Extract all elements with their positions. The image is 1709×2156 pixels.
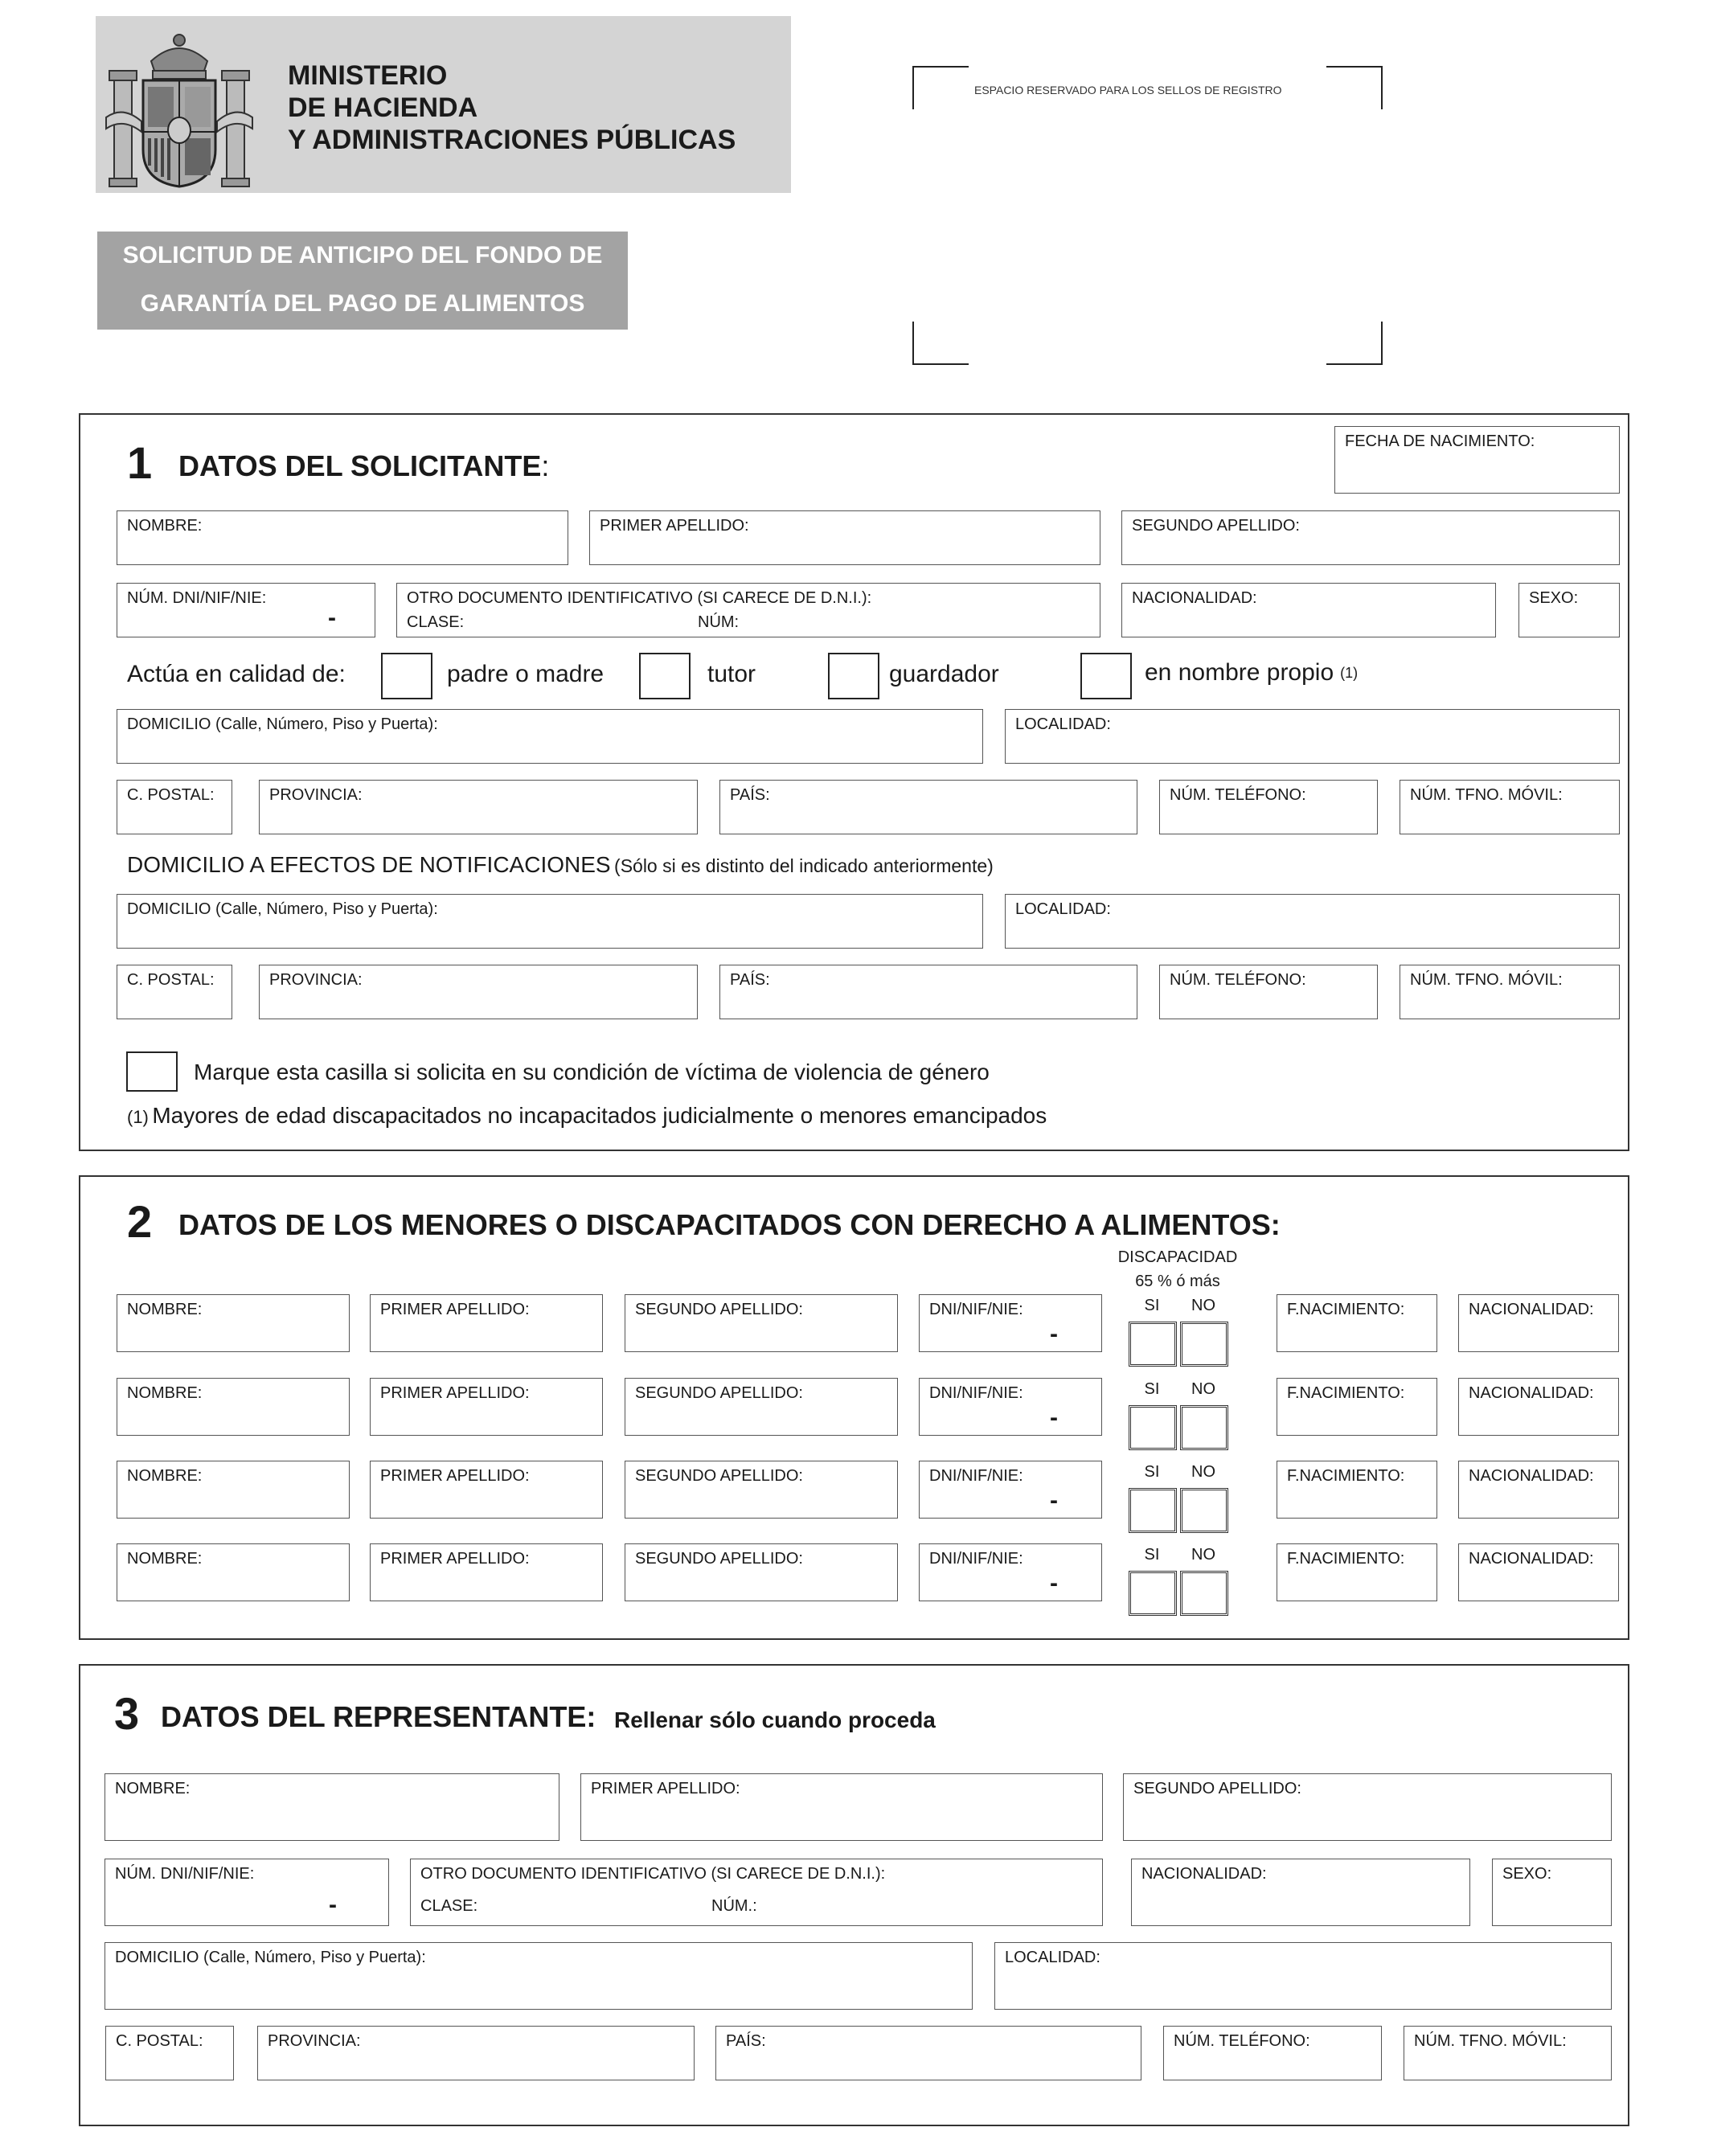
dni-label: NÚM. DNI/NIF/NIE: xyxy=(127,589,267,607)
section-2-number: 2 xyxy=(127,1196,153,1247)
sexo-label: SEXO: xyxy=(1502,1865,1552,1883)
section-3-number: 3 xyxy=(114,1688,140,1739)
section-3-note: Rellenar sólo cuando proceda xyxy=(614,1707,936,1732)
cpostal-label: C. POSTAL: xyxy=(127,786,215,804)
primer-apellido-label: PRIMER APELLIDO: xyxy=(380,1384,530,1402)
stamp-corner-top-right xyxy=(1326,66,1383,109)
role-guardador-checkbox[interactable] xyxy=(828,653,879,699)
rep-provincia-field[interactable] xyxy=(257,2026,695,2080)
section-2-title: DATOS DE LOS MENORES O DISCAPACITADOS CON DERECHO A ALIMENTOS: xyxy=(178,1208,1281,1241)
notif-provincia-field[interactable] xyxy=(259,965,698,1019)
segundo-apellido-label: SEGUNDO APELLIDO: xyxy=(635,1301,803,1318)
nacionalidad-label: NACIONALIDAD: xyxy=(1469,1384,1594,1402)
child-segundo-apellido-field[interactable] xyxy=(625,1543,898,1601)
rep-primer-apellido-field[interactable] xyxy=(580,1773,1103,1841)
num-label: NÚM.: xyxy=(711,1897,757,1915)
section-3-title: DATOS DEL REPRESENTANTE: xyxy=(161,1700,596,1733)
fnac-label: F.NACIMIENTO: xyxy=(1287,1301,1405,1318)
child-dni-field[interactable] xyxy=(919,1461,1102,1519)
child-primer-apellido-field[interactable] xyxy=(370,1543,603,1601)
notification-heading-text: DOMICILIO A EFECTOS DE NOTIFICACIONES xyxy=(127,852,611,877)
disability-threshold: 65 % ó más xyxy=(1135,1273,1220,1290)
notif-movil-field[interactable] xyxy=(1400,965,1620,1019)
notif-localidad-field[interactable] xyxy=(1005,894,1620,949)
birth-date-label: FECHA DE NACIMIENTO: xyxy=(1345,432,1535,450)
disability-no-label: NO xyxy=(1191,1380,1215,1398)
applicant-provincia-field[interactable] xyxy=(259,780,698,834)
dni-separator: - xyxy=(1050,1487,1058,1514)
dni-label: DNI/NIF/NIE: xyxy=(929,1384,1023,1402)
rep-nombre-field[interactable] xyxy=(105,1773,559,1841)
stamp-corner-bottom-right xyxy=(1326,322,1383,365)
notif-domicilio-field[interactable] xyxy=(117,894,983,949)
disability-si-label: SI xyxy=(1144,1297,1160,1314)
disability-no-checkbox[interactable] xyxy=(1180,1571,1228,1616)
fnac-label: F.NACIMIENTO: xyxy=(1287,1467,1405,1485)
disability-si-label: SI xyxy=(1144,1546,1160,1564)
nombre-label: NOMBRE: xyxy=(127,1301,203,1318)
birth-date-field[interactable] xyxy=(1334,426,1620,494)
nombre-label: NOMBRE: xyxy=(127,1467,203,1485)
role-tutor-checkbox[interactable] xyxy=(639,653,691,699)
child-nacionalidad-field[interactable] xyxy=(1458,1294,1619,1352)
child-nombre-field[interactable] xyxy=(117,1378,350,1436)
disability-no-checkbox[interactable] xyxy=(1180,1405,1228,1450)
child-nacionalidad-field[interactable] xyxy=(1458,1461,1619,1519)
child-fnac-field[interactable] xyxy=(1277,1543,1437,1601)
form-title xyxy=(97,232,628,330)
coat-of-arms-logo xyxy=(103,29,256,190)
clase-label: CLASE: xyxy=(420,1897,478,1915)
rep-movil-field[interactable] xyxy=(1404,2026,1612,2080)
disability-no-checkbox[interactable] xyxy=(1180,1322,1228,1367)
segundo-apellido-label: SEGUNDO APELLIDO: xyxy=(1133,1780,1301,1797)
telefono-label: NÚM. TELÉFONO: xyxy=(1174,2032,1310,2050)
section-1-title-text: DATOS DEL SOLICITANTE xyxy=(178,449,542,482)
primer-apellido-label: PRIMER APELLIDO: xyxy=(380,1467,530,1485)
nacionalidad-label: NACIONALIDAD: xyxy=(1469,1550,1594,1568)
disability-no-label: NO xyxy=(1191,1463,1215,1481)
segundo-apellido-label: SEGUNDO APELLIDO: xyxy=(635,1467,803,1485)
stamp-corner-top-left xyxy=(912,66,969,109)
rep-other-doc-field[interactable] xyxy=(410,1859,1103,1926)
role-own-name-label xyxy=(1145,659,1358,687)
rep-pais-field[interactable] xyxy=(715,2026,1141,2080)
footnote-1 xyxy=(127,1103,1047,1129)
domicilio-label: DOMICILIO (Calle, Número, Piso y Puerta): xyxy=(115,1949,426,1966)
localidad-label: LOCALIDAD: xyxy=(1005,1949,1100,1966)
notif-telefono-field[interactable] xyxy=(1159,965,1378,1019)
role-guardador-label: guardador xyxy=(889,661,999,687)
child-primer-apellido-field[interactable] xyxy=(370,1378,603,1436)
domicilio-label: DOMICILIO (Calle, Número, Piso y Puerta): xyxy=(127,715,438,733)
section-1-title xyxy=(178,450,549,482)
disability-no-label: NO xyxy=(1191,1297,1215,1314)
footnote-mark: (1) xyxy=(127,1107,149,1127)
rep-domicilio-field[interactable] xyxy=(105,1942,973,2010)
sexo-label: SEXO: xyxy=(1529,589,1579,607)
dni-separator: - xyxy=(1050,1321,1058,1347)
disability-label: DISCAPACIDAD xyxy=(1117,1248,1238,1266)
primer-apellido-label: PRIMER APELLIDO: xyxy=(380,1301,530,1318)
other-doc-label: OTRO DOCUMENTO IDENTIFICATIVO (SI CARECE DE D.N.I.): xyxy=(407,589,872,607)
segundo-apellido-label: SEGUNDO APELLIDO: xyxy=(635,1384,803,1402)
nombre-label: NOMBRE: xyxy=(127,1384,203,1402)
rep-nacionalidad-field[interactable] xyxy=(1131,1859,1470,1926)
fnac-label: F.NACIMIENTO: xyxy=(1287,1550,1405,1568)
child-primer-apellido-field[interactable] xyxy=(370,1461,603,1519)
cpostal-label: C. POSTAL: xyxy=(116,2032,203,2050)
acts-as-label: Actúa en calidad de: xyxy=(127,661,346,687)
nacionalidad-label: NACIONALIDAD: xyxy=(1469,1467,1594,1485)
segundo-apellido-label: SEGUNDO APELLIDO: xyxy=(635,1550,803,1568)
notif-pais-field[interactable] xyxy=(719,965,1137,1019)
disability-no-label: NO xyxy=(1191,1546,1215,1564)
applicant-other-doc-field[interactable] xyxy=(396,583,1100,637)
applicant-nacionalidad-field[interactable] xyxy=(1121,583,1496,637)
child-nombre-field[interactable] xyxy=(117,1461,350,1519)
child-fnac-field[interactable] xyxy=(1277,1461,1437,1519)
footnote-text: Mayores de edad discapacitados no incapacitados judicialmente o menores emancipados xyxy=(152,1103,1047,1128)
child-segundo-apellido-field[interactable] xyxy=(625,1378,898,1436)
stamp-area-label: ESPACIO RESERVADO PARA LOS SELLOS DE REGISTRO xyxy=(974,84,1282,96)
ministry-line-2: DE HACIENDA xyxy=(288,92,478,123)
disability-si-label: SI xyxy=(1144,1380,1160,1398)
child-primer-apellido-field[interactable] xyxy=(370,1294,603,1352)
other-doc-label: OTRO DOCUMENTO IDENTIFICATIVO (SI CARECE DE D.N.I.): xyxy=(420,1865,886,1883)
movil-label: NÚM. TFNO. MÓVIL: xyxy=(1414,2032,1567,2050)
form-title-line-2: GARANTÍA DEL PAGO DE ALIMENTOS xyxy=(140,290,585,317)
pais-label: PAÍS: xyxy=(730,786,770,804)
primer-apellido-label: PRIMER APELLIDO: xyxy=(600,517,749,535)
applicant-pais-field[interactable] xyxy=(719,780,1137,834)
ministry-name xyxy=(288,59,736,156)
localidad-label: LOCALIDAD: xyxy=(1015,715,1111,733)
nombre-label: NOMBRE: xyxy=(115,1780,191,1797)
section-1-number: 1 xyxy=(127,437,153,488)
nacionalidad-label: NACIONALIDAD: xyxy=(1132,589,1257,607)
ministry-line-3: Y ADMINISTRACIONES PÚBLICAS xyxy=(288,125,736,155)
gender-violence-label: Marque esta casilla si solicita en su condición de víctima de violencia de género xyxy=(194,1060,990,1084)
applicant-cpostal-field[interactable] xyxy=(117,780,232,834)
child-dni-field[interactable] xyxy=(919,1543,1102,1601)
num-label: NÚM: xyxy=(698,613,740,631)
disability-si-label: SI xyxy=(1144,1463,1160,1481)
dni-label: DNI/NIF/NIE: xyxy=(929,1550,1023,1568)
applicant-telefono-field[interactable] xyxy=(1159,780,1378,834)
dni-separator: - xyxy=(1050,1404,1058,1431)
role-tutor-label: tutor xyxy=(707,661,756,687)
clase-label: CLASE: xyxy=(407,613,465,631)
child-nombre-field[interactable] xyxy=(117,1543,350,1601)
disability-si-checkbox[interactable] xyxy=(1129,1571,1177,1616)
child-segundo-apellido-field[interactable] xyxy=(625,1294,898,1352)
section-1-title-colon: : xyxy=(541,449,550,482)
applicant-movil-field[interactable] xyxy=(1400,780,1620,834)
ministry-line-1: MINISTERIO xyxy=(288,60,448,91)
rep-dni-field[interactable] xyxy=(105,1859,389,1926)
dni-label: DNI/NIF/NIE: xyxy=(929,1467,1023,1485)
child-segundo-apellido-field[interactable] xyxy=(625,1461,898,1519)
role-own-name-checkbox[interactable] xyxy=(1080,653,1132,699)
dni-label: NÚM. DNI/NIF/NIE: xyxy=(115,1865,255,1883)
provincia-label: PROVINCIA: xyxy=(269,971,363,989)
dni-separator: - xyxy=(328,605,336,631)
telefono-label: NÚM. TELÉFONO: xyxy=(1170,971,1306,989)
role-own-name-note: (1) xyxy=(1340,665,1359,681)
provincia-label: PROVINCIA: xyxy=(269,786,363,804)
applicant-primer-apellido-field[interactable] xyxy=(589,510,1100,565)
rep-segundo-apellido-field[interactable] xyxy=(1123,1773,1612,1841)
applicant-dni-field[interactable] xyxy=(117,583,375,637)
primer-apellido-label: PRIMER APELLIDO: xyxy=(591,1780,740,1797)
child-fnac-field[interactable] xyxy=(1277,1294,1437,1352)
role-parent-label: padre o madre xyxy=(447,661,605,687)
applicant-domicilio-field[interactable] xyxy=(117,709,983,764)
pais-label: PAÍS: xyxy=(730,971,770,989)
notification-heading-note: (Sólo si es distinto del indicado anteriormente) xyxy=(614,855,994,876)
rep-sexo-field[interactable] xyxy=(1492,1859,1612,1926)
disability-si-checkbox[interactable] xyxy=(1129,1322,1177,1367)
cpostal-label: C. POSTAL: xyxy=(127,971,215,989)
rep-cpostal-field[interactable] xyxy=(105,2026,234,2080)
dni-separator: - xyxy=(329,1892,337,1918)
child-dni-field[interactable] xyxy=(919,1294,1102,1352)
movil-label: NÚM. TFNO. MÓVIL: xyxy=(1410,786,1563,804)
nombre-label: NOMBRE: xyxy=(127,517,203,535)
movil-label: NÚM. TFNO. MÓVIL: xyxy=(1410,971,1563,989)
nacionalidad-label: NACIONALIDAD: xyxy=(1141,1865,1267,1883)
child-nombre-field[interactable] xyxy=(117,1294,350,1352)
applicant-sexo-field[interactable] xyxy=(1518,583,1620,637)
dni-separator: - xyxy=(1050,1570,1058,1597)
dni-label: DNI/NIF/NIE: xyxy=(929,1301,1023,1318)
applicant-localidad-field[interactable] xyxy=(1005,709,1620,764)
role-parent-checkbox[interactable] xyxy=(381,653,432,699)
applicant-nombre-field[interactable] xyxy=(117,510,568,565)
notif-cpostal-field[interactable] xyxy=(117,965,232,1019)
gender-violence-checkbox[interactable] xyxy=(126,1051,178,1092)
child-dni-field[interactable] xyxy=(919,1378,1102,1436)
rep-telefono-field[interactable] xyxy=(1163,2026,1382,2080)
nombre-label: NOMBRE: xyxy=(127,1550,203,1568)
nacionalidad-label: NACIONALIDAD: xyxy=(1469,1301,1594,1318)
disability-si-checkbox[interactable] xyxy=(1129,1488,1177,1533)
form-title-line-1: SOLICITUD DE ANTICIPO DEL FONDO DE xyxy=(122,242,603,268)
primer-apellido-label: PRIMER APELLIDO: xyxy=(380,1550,530,1568)
provincia-label: PROVINCIA: xyxy=(268,2032,361,2050)
fnac-label: F.NACIMIENTO: xyxy=(1287,1384,1405,1402)
child-fnac-field[interactable] xyxy=(1277,1378,1437,1436)
segundo-apellido-label: SEGUNDO APELLIDO: xyxy=(1132,517,1300,535)
role-own-name-text: en nombre propio xyxy=(1145,659,1334,686)
telefono-label: NÚM. TELÉFONO: xyxy=(1170,786,1306,804)
notification-address-heading xyxy=(127,852,994,878)
child-nacionalidad-field[interactable] xyxy=(1458,1543,1619,1601)
domicilio-label: DOMICILIO (Calle, Número, Piso y Puerta): xyxy=(127,900,438,918)
rep-localidad-field[interactable] xyxy=(994,1942,1612,2010)
disability-no-checkbox[interactable] xyxy=(1180,1488,1228,1533)
applicant-segundo-apellido-field[interactable] xyxy=(1121,510,1620,565)
localidad-label: LOCALIDAD: xyxy=(1015,900,1111,918)
stamp-corner-bottom-left xyxy=(912,322,969,365)
disability-si-checkbox[interactable] xyxy=(1129,1405,1177,1450)
child-nacionalidad-field[interactable] xyxy=(1458,1378,1619,1436)
pais-label: PAÍS: xyxy=(726,2032,766,2050)
